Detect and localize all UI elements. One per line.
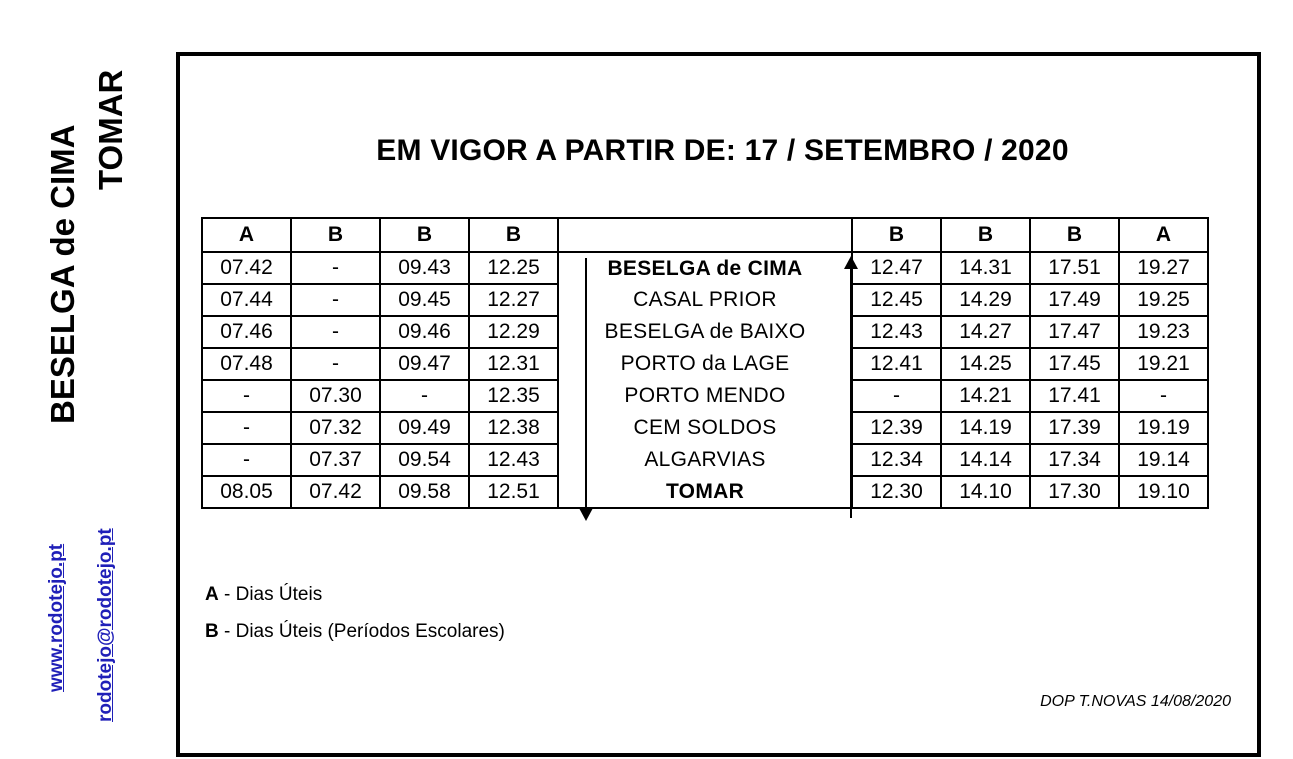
return-time: 12.34 [852,444,941,476]
return-time: 12.30 [852,476,941,508]
schedule-header-row [202,218,1208,252]
outbound-time: 09.54 [380,444,469,476]
return-time: - [1119,380,1208,412]
schedule-row [202,348,1208,380]
return-time: 17.34 [1030,444,1119,476]
outbound-header: B [469,218,558,252]
return-time: 14.10 [941,476,1030,508]
outbound-time: 09.45 [380,284,469,316]
return-time: 14.31 [941,252,1030,284]
outbound-time: - [291,348,380,380]
outbound-time: 07.30 [291,380,380,412]
route-destination-label: TOMAR [92,69,129,190]
outbound-time: - [291,252,380,284]
outbound-time: 12.38 [469,412,558,444]
up-arrow-icon [844,256,858,269]
outbound-time: - [380,380,469,412]
outbound-direction-arrow-line [585,258,587,512]
return-time: 19.19 [1119,412,1208,444]
outbound-time: 07.42 [202,252,291,284]
outbound-time: - [202,380,291,412]
outbound-time: 12.43 [469,444,558,476]
down-arrow-icon [579,508,593,521]
outbound-time: - [202,412,291,444]
outbound-time: 12.27 [469,284,558,316]
return-time: 19.23 [1119,316,1208,348]
stop-name: PORTO MENDO [558,380,852,412]
schedule-row [202,444,1208,476]
legend-item-b [205,621,505,643]
stop-name: TOMAR [558,476,852,508]
document-reference: DOP T.NOVAS 14/08/2020 [1040,693,1231,710]
return-header: B [941,218,1030,252]
legend-item-a [205,584,322,606]
return-time: 12.39 [852,412,941,444]
return-time: 14.21 [941,380,1030,412]
outbound-time: 12.35 [469,380,558,412]
outbound-time: - [291,284,380,316]
outbound-time: 09.43 [380,252,469,284]
outbound-header: B [380,218,469,252]
outbound-time: 07.42 [291,476,380,508]
outbound-time: 09.46 [380,316,469,348]
return-time: 17.51 [1030,252,1119,284]
outbound-time: 12.25 [469,252,558,284]
return-time: 19.14 [1119,444,1208,476]
return-time: 17.45 [1030,348,1119,380]
outbound-header: A [202,218,291,252]
return-time: 12.47 [852,252,941,284]
schedule-row [202,380,1208,412]
stop-name: BESELGA de BAIXO [558,316,852,348]
outbound-time: 12.31 [469,348,558,380]
outbound-time: 12.51 [469,476,558,508]
stop-name: PORTO da LAGE [558,348,852,380]
return-time: 12.41 [852,348,941,380]
outbound-time: 07.37 [291,444,380,476]
return-time: 14.25 [941,348,1030,380]
legend-code: B [205,621,219,642]
stop-name: BESELGA de CIMA [558,252,852,284]
return-time: 19.27 [1119,252,1208,284]
effective-date-title: EM VIGOR A PARTIR DE: 17 / SETEMBRO / 2020 [376,134,1069,167]
schedule-row [202,476,1208,508]
outbound-time: 09.47 [380,348,469,380]
return-header: A [1119,218,1208,252]
outbound-time: - [202,444,291,476]
stop-name: CEM SOLDOS [558,412,852,444]
website-link[interactable]: www.rodotejo.pt [46,543,67,692]
email-link[interactable]: rodotejo@rodotejo.pt [95,528,116,722]
stop-name: ALGARVIAS [558,444,852,476]
return-time: 14.14 [941,444,1030,476]
outbound-time: 09.58 [380,476,469,508]
return-time: 17.39 [1030,412,1119,444]
schedule-row [202,284,1208,316]
outbound-time: - [291,316,380,348]
return-time: 12.45 [852,284,941,316]
return-time: 14.29 [941,284,1030,316]
return-time: 14.27 [941,316,1030,348]
return-time: - [852,380,941,412]
outbound-time: 08.05 [202,476,291,508]
legend-code: A [205,584,219,605]
outbound-time: 07.32 [291,412,380,444]
return-direction-arrow-line [850,264,852,518]
outbound-time: 09.49 [380,412,469,444]
outbound-time: 12.29 [469,316,558,348]
return-time: 19.25 [1119,284,1208,316]
return-time: 19.21 [1119,348,1208,380]
route-origin-label: BESELGA de CIMA [44,124,81,424]
return-time: 17.30 [1030,476,1119,508]
legend-text: - Dias Úteis (Períodos Escolares) [218,621,505,642]
schedule-table [201,217,1209,509]
schedule-row [202,412,1208,444]
return-time: 17.41 [1030,380,1119,412]
outbound-header: B [291,218,380,252]
legend-text: - Dias Úteis [218,584,323,605]
return-time: 19.10 [1119,476,1208,508]
return-time: 17.49 [1030,284,1119,316]
return-time: 12.43 [852,316,941,348]
outbound-time: 07.48 [202,348,291,380]
return-header: B [1030,218,1119,252]
schedule-row [202,252,1208,284]
stops-header [558,218,852,252]
timetable-frame [176,52,1261,757]
outbound-time: 07.44 [202,284,291,316]
schedule-row [202,316,1208,348]
stop-name: CASAL PRIOR [558,284,852,316]
return-time: 14.19 [941,412,1030,444]
return-header: B [852,218,941,252]
outbound-time: 07.46 [202,316,291,348]
return-time: 17.47 [1030,316,1119,348]
